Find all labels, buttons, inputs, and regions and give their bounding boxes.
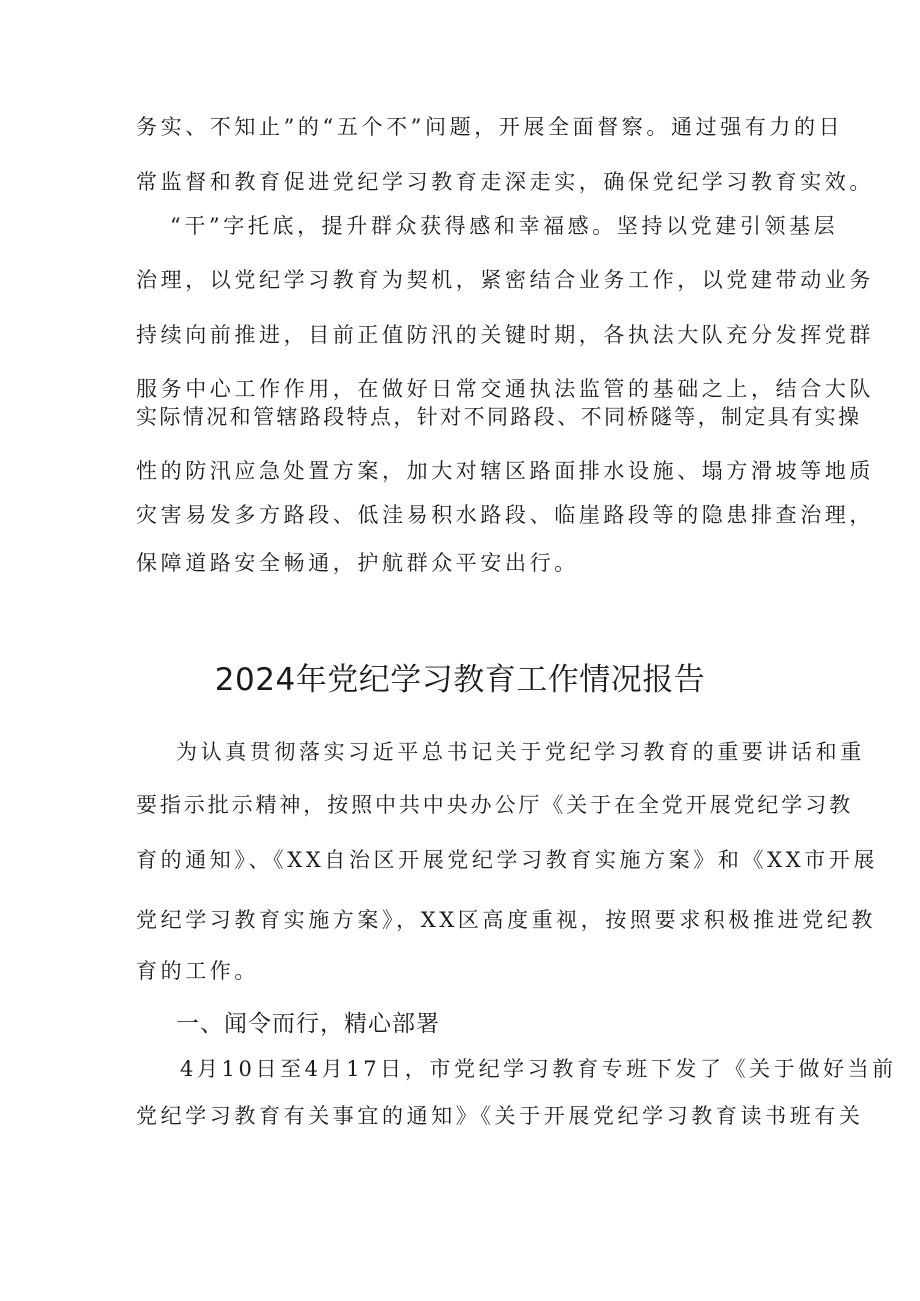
paragraph-line: 性的防汛应急处置方案，加大对辖区路面排水设施、塌方滑坡等地质 bbox=[136, 459, 874, 483]
paragraph-line: 党纪学习教育有关事宜的通知》《关于开展党纪学习教育读书班有关 bbox=[136, 1104, 864, 1128]
paragraph-line: 育的通知》、《XX自治区开展党纪学习教育实施方案》和《XX市开展 bbox=[136, 848, 878, 872]
paragraph-line: 4月10日至4月17日，市党纪学习教育专班下发了《关于做好当前 bbox=[180, 1057, 897, 1081]
section-heading: 一、闻令而行，精心部署 bbox=[176, 1011, 440, 1037]
paragraph-line: 持续向前推进，目前正值防汛的关键时期，各执法大队充分发挥党群 bbox=[136, 323, 874, 347]
document-title: 2024年党纪学习教育工作情况报告 bbox=[214, 662, 706, 698]
paragraph-line: 要指示批示精神，按照中共中央办公厅《关于在全党开展党纪学习教 bbox=[136, 793, 853, 817]
paragraph-line: 党纪学习教育实施方案》，XX区高度重视，按照要求积极推进党纪教 bbox=[136, 908, 876, 932]
paragraph-line: 常监督和教育促进党纪学习教育走深走实，确保党纪学习教育实效。 bbox=[136, 170, 874, 194]
paragraph-line: 灾害易发多方路段、低洼易积水路段、临崖路段等的隐患排查治理， bbox=[136, 503, 874, 527]
paragraph-line: “干”字托底，提升群众获得感和幸福感。坚持以党建引领基层 bbox=[170, 214, 839, 238]
paragraph-line: 务实、不知止”的“五个不”问题，开展全面督察。通过强有力的日 bbox=[136, 115, 844, 139]
paragraph-line: 服务中心工作作用，在做好日常交通执法监管的基础之上，结合大队 bbox=[136, 377, 874, 401]
paragraph-line: 保障道路安全畅通，护航群众平安出行。 bbox=[136, 551, 579, 575]
paragraph-line: 实际情况和管辖路段特点，针对不同路段、不同桥隧等，制定具有实操 bbox=[136, 405, 862, 429]
paragraph-line: 治理，以党纪学习教育为契机，紧密结合业务工作，以党建带动业务 bbox=[136, 268, 874, 292]
paragraph-line: 为认真贯彻落实习近平总书记关于党纪学习教育的重要讲话和重 bbox=[176, 740, 865, 764]
paragraph-line: 育的工作。 bbox=[136, 959, 259, 983]
